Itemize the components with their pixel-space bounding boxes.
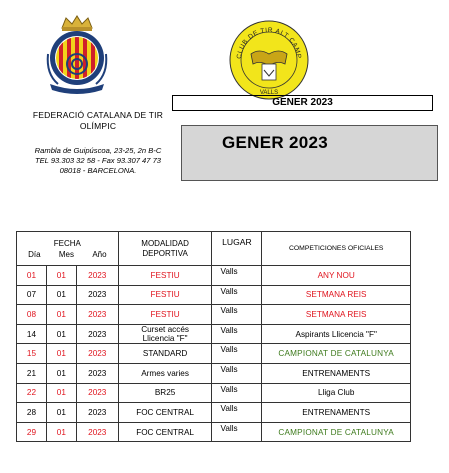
cell-competition: SETMANA REIS xyxy=(262,285,411,305)
club-logo xyxy=(229,20,309,100)
calendar-table xyxy=(16,231,411,442)
cell-competition: Lliga Club xyxy=(262,383,411,403)
header-competiciones: COMPETICIONES OFICIALES xyxy=(262,232,411,266)
cell-competition: CAMPIONAT DE CATALUNYA xyxy=(262,344,411,364)
cell-activity: FESTIU xyxy=(118,285,212,305)
cell-competition: ENTRENAMENTS xyxy=(262,363,411,383)
cell-month: 01 xyxy=(46,403,76,423)
cell-year: 2023 xyxy=(76,344,118,364)
header-modalidad: MODALIDAD DEPORTIVA xyxy=(118,232,212,266)
cell-place: Valls xyxy=(212,266,262,286)
cell-activity: Curset accés Llicencia "F" xyxy=(118,324,212,344)
cell-month: 01 xyxy=(46,383,76,403)
cell-activity: BR25 xyxy=(118,383,212,403)
cell-competition: Aspirants Llicencia "F" xyxy=(262,324,411,344)
month-title-box xyxy=(181,125,438,181)
cell-month: 01 xyxy=(46,344,76,364)
cell-place: Valls xyxy=(212,344,262,364)
cell-activity: FESTIU xyxy=(118,266,212,286)
cell-year: 2023 xyxy=(76,305,118,325)
cell-place: Valls xyxy=(212,403,262,423)
cell-place: Valls xyxy=(212,305,262,325)
federation-crest-logo xyxy=(44,14,110,96)
cell-day: 14 xyxy=(17,324,47,344)
cell-day: 01 xyxy=(17,266,47,286)
cell-year: 2023 xyxy=(76,383,118,403)
table-row xyxy=(17,363,411,383)
cell-year: 2023 xyxy=(76,403,118,423)
table-header-row xyxy=(17,232,411,266)
table-row xyxy=(17,266,411,286)
cell-place: Valls xyxy=(212,285,262,305)
cell-day: 07 xyxy=(17,285,47,305)
cell-year: 2023 xyxy=(76,363,118,383)
table-row xyxy=(17,422,411,442)
cell-place: Valls xyxy=(212,363,262,383)
cell-year: 2023 xyxy=(76,422,118,442)
cell-place: Valls xyxy=(212,383,262,403)
cell-year: 2023 xyxy=(76,324,118,344)
cell-day: 22 xyxy=(17,383,47,403)
table-row xyxy=(17,285,411,305)
cell-month: 01 xyxy=(46,324,76,344)
cell-competition: CAMPIONAT DE CATALUNYA xyxy=(262,422,411,442)
cell-day: 15 xyxy=(17,344,47,364)
table-row xyxy=(17,383,411,403)
header-mes: Mes xyxy=(58,249,75,259)
cell-year: 2023 xyxy=(76,285,118,305)
cell-activity: FOC CENTRAL xyxy=(118,422,212,442)
header-dia: Día xyxy=(28,249,41,259)
cell-month: 01 xyxy=(46,305,76,325)
cell-activity: STANDARD xyxy=(118,344,212,364)
cell-competition: ENTRENAMENTS xyxy=(262,403,411,423)
table-row xyxy=(17,305,411,325)
cell-month: 01 xyxy=(46,285,76,305)
federation-address: Rambla de Guipúscoa, 23-25, 2n B-C TEL 93.303 32 58 - Fax 93.307 47 73 08018 - BARCELONA. xyxy=(34,146,162,175)
club-logo-city: VALLS xyxy=(259,90,279,96)
cell-activity: FOC CENTRAL xyxy=(118,403,212,423)
cell-competition: SETMANA REIS xyxy=(262,305,411,325)
federation-name: FEDERACIÓ CATALANA DE TIR OLÍMPIC xyxy=(32,110,164,131)
cell-day: 08 xyxy=(17,305,47,325)
cell-competition: ANY NOU xyxy=(262,266,411,286)
cell-year: 2023 xyxy=(76,266,118,286)
cell-day: 28 xyxy=(17,403,47,423)
table-row xyxy=(17,403,411,423)
cell-month: 01 xyxy=(46,422,76,442)
cell-place: Valls xyxy=(212,422,262,442)
table-row xyxy=(17,324,411,344)
table-row xyxy=(17,344,411,364)
month-title: GENER 2023 xyxy=(222,133,328,152)
club-logo-text: CLUB DE TIR ALT CAMP xyxy=(235,26,303,60)
cell-activity: Armes varies xyxy=(118,363,212,383)
cell-month: 01 xyxy=(46,363,76,383)
cell-month: 01 xyxy=(46,266,76,286)
cell-activity: FESTIU xyxy=(118,305,212,325)
cell-place: Valls xyxy=(212,324,262,344)
header-ano: Año xyxy=(92,249,107,259)
header-lugar: LUGAR xyxy=(212,232,262,266)
cell-day: 21 xyxy=(17,363,47,383)
cell-day: 29 xyxy=(17,422,47,442)
header-fecha: FECHA Día Mes Año xyxy=(17,232,119,266)
month-label-small: GENER 2023 xyxy=(172,95,433,111)
